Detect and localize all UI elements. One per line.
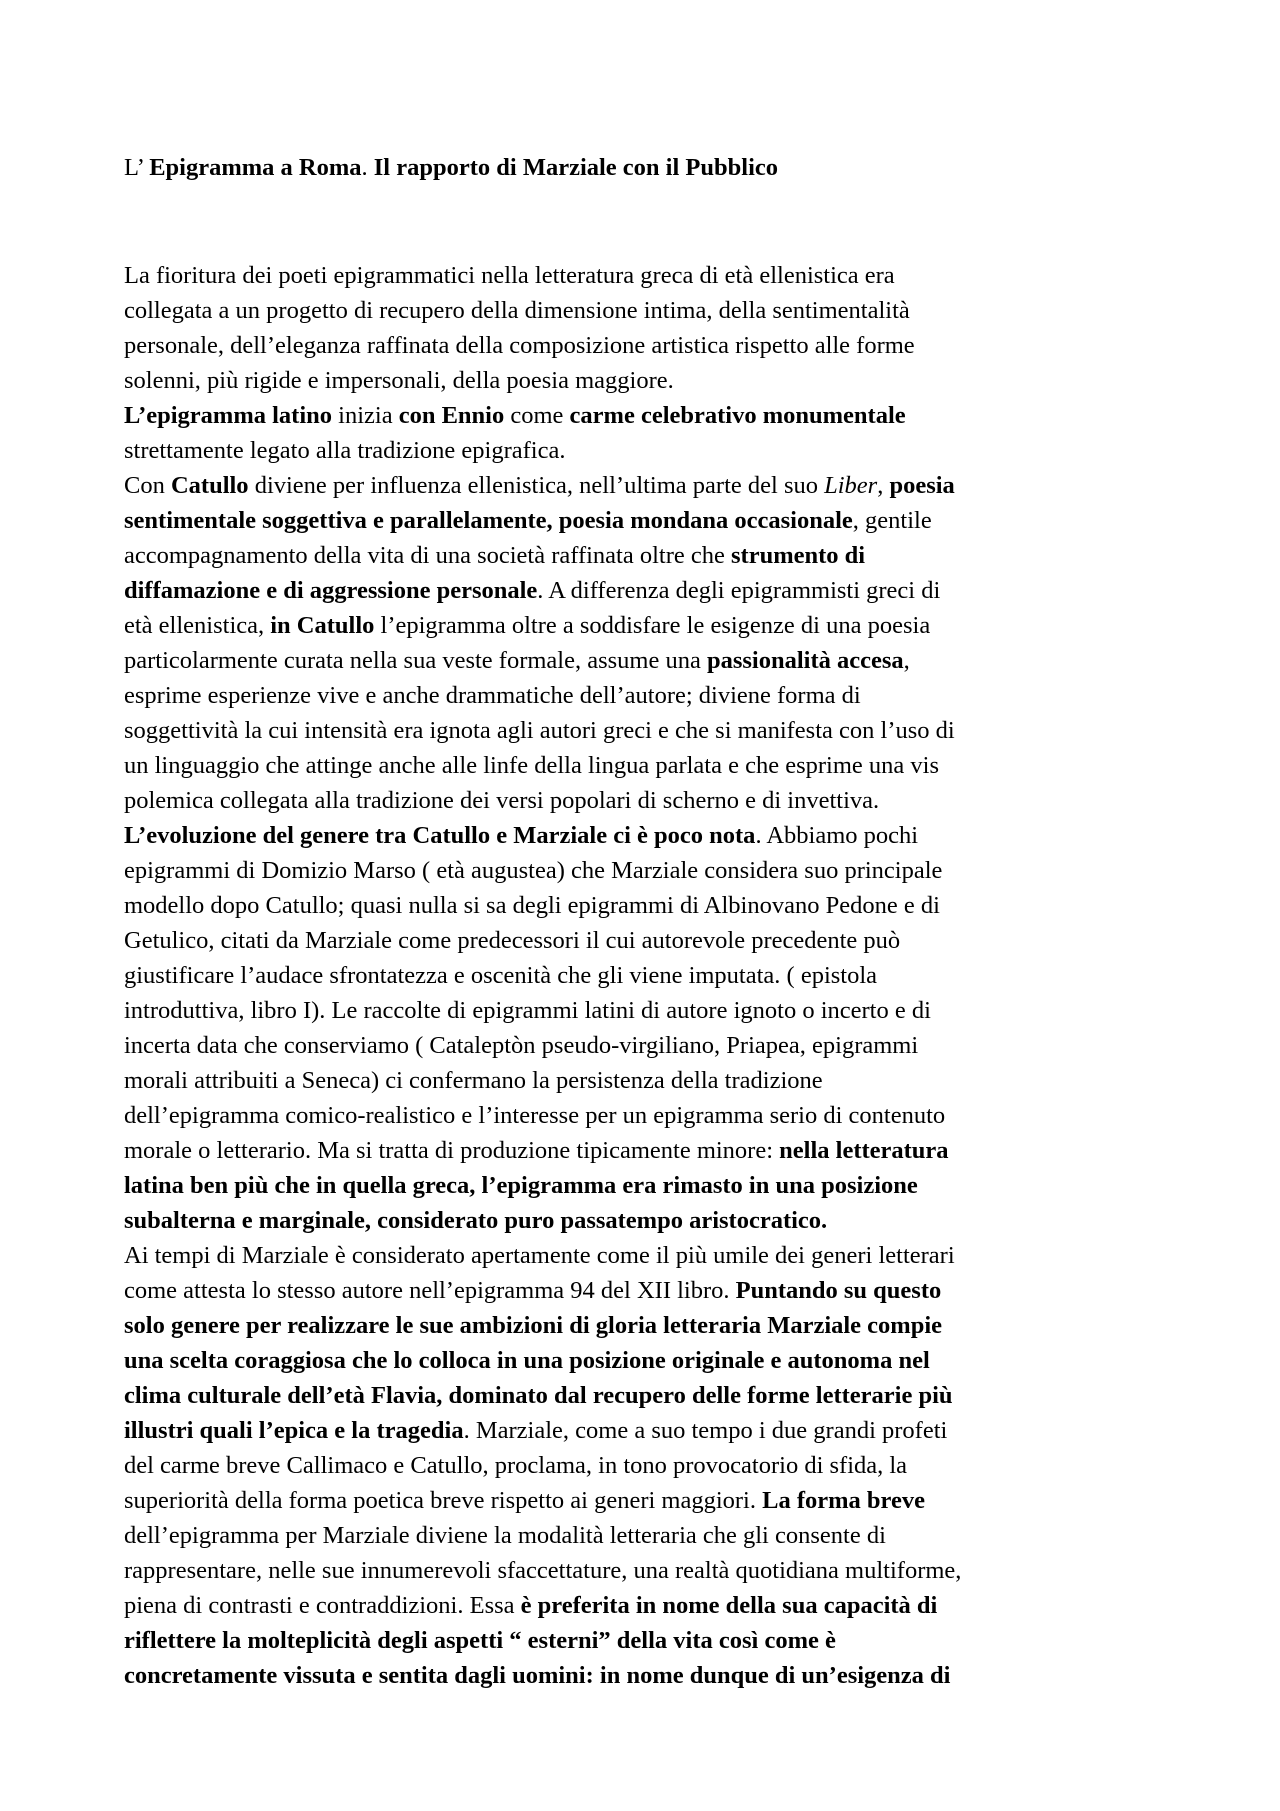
text-line <box>124 1308 961 1343</box>
bold-text-run: Catullo <box>170 472 249 499</box>
text-line <box>124 468 961 503</box>
text-run: giustificare l’audace sfrontatezza e oscenità che gli viene imputata. ( epistola <box>124 962 878 989</box>
document-title <box>124 154 778 182</box>
text-run: piena di contrasti e contraddizioni. Essa <box>124 1592 521 1619</box>
text-run: incerta data che conserviamo ( Cataleptòn pseudo-virgiliano, Priapea, epigrammi <box>124 1032 919 1059</box>
text-line <box>124 1448 961 1483</box>
text-line <box>124 1518 961 1553</box>
bold-text-run: Il rapporto di Marziale con il Pubblico <box>373 154 779 181</box>
text-line <box>124 503 961 538</box>
text-line <box>124 608 961 643</box>
bold-text-run: Puntando su questo <box>735 1277 942 1304</box>
bold-text-run: La forma breve <box>762 1487 925 1514</box>
text-line <box>124 1483 961 1518</box>
bold-text-run: nella letteratura <box>779 1137 949 1164</box>
text-run: come attesta lo stesso autore nell’epigramma 94 del XII libro. <box>124 1277 736 1304</box>
text-run: personale, dell’eleganza raffinata della composizione artistica rispetto alle forme <box>124 332 915 359</box>
text-run: Getulico, citati da Marziale come predecessori il cui autorevole precedente può <box>124 927 901 954</box>
bold-text-run: strumento di <box>731 542 866 569</box>
text-line <box>124 643 961 678</box>
text-run: soggettività la cui intensità era ignota agli autori greci e che si manifesta con l’uso di <box>124 717 955 744</box>
text-run: diviene per influenza ellenistica, nell’ultima parte del suo <box>248 472 825 499</box>
text-run: modello dopo Catullo; quasi nulla si sa degli epigrammi di Albinovano Pedone e di <box>124 892 940 919</box>
text-line <box>124 1343 961 1378</box>
text-run: morali attribuiti a Seneca) ci confermano la persistenza della tradizione <box>124 1067 823 1094</box>
text-line <box>124 678 961 713</box>
text-run: . Abbiamo pochi <box>755 822 919 849</box>
bold-text-run: L’epigramma latino <box>124 402 333 429</box>
bold-text-run: riflettere la molteplicità degli aspetti “ esterni” della vita così come è <box>124 1627 836 1654</box>
bold-text-run: latina ben più che in quella greca, l’epigramma era rimasto in una posizione <box>124 1172 918 1199</box>
document-body <box>124 258 961 1693</box>
text-line <box>124 1238 961 1273</box>
text-line <box>124 748 961 783</box>
text-line <box>124 573 961 608</box>
text-run: , <box>903 647 910 674</box>
text-run: Ai tempi di Marziale è considerato apertamente come il più umile dei generi letterari <box>124 1242 955 1269</box>
text-line <box>124 1133 961 1168</box>
bold-text-run: carme celebrativo monumentale <box>569 402 906 429</box>
text-line <box>124 923 961 958</box>
text-run: epigrammi di Domizio Marso ( età augustea) che Marziale considera suo principale <box>124 857 943 884</box>
text-run: L’ <box>124 154 150 181</box>
text-run: esprime esperienze vive e anche drammatiche dell’autore; diviene forma di <box>124 682 861 709</box>
text-run: . <box>361 154 374 181</box>
bold-text-run: diffamazione e di aggressione personale <box>124 577 538 604</box>
bold-text-run: concretamente vissuta e sentita dagli uomini: in nome dunque di un’esigenza di <box>124 1662 951 1689</box>
bold-text-run: clima culturale dell’età Flavia, dominato dal recupero delle forme letterarie più <box>124 1382 953 1409</box>
text-run: collegata a un progetto di recupero della dimensione intima, della sentimentalità <box>124 297 910 324</box>
text-line <box>124 1378 961 1413</box>
bold-text-run: in Catullo <box>270 612 375 639</box>
bold-text-run: solo genere per realizzare le sue ambizioni di gloria letteraria Marziale compie <box>124 1312 943 1339</box>
text-run: polemica collegata alla tradizione dei versi popolari di scherno e di invettiva. <box>124 787 880 814</box>
text-line <box>124 993 961 1028</box>
text-line <box>124 258 961 293</box>
text-line <box>124 398 961 433</box>
text-line <box>124 1168 961 1203</box>
text-run: un linguaggio che attinge anche alle linfe della lingua parlata e che esprime una vis <box>124 752 939 779</box>
bold-text-run: passionalità accesa <box>706 647 904 674</box>
text-line <box>124 888 961 923</box>
text-run: del carme breve Callimaco e Catullo, proclama, in tono provocatorio di sfida, la <box>124 1452 908 1479</box>
bold-text-run: subalterna e marginale, considerato puro passatempo aristocratico. <box>124 1207 828 1234</box>
text-line <box>124 538 961 573</box>
bold-text-run: con Ennio <box>398 402 505 429</box>
bold-text-run: illustri quali l’epica e la tragedia <box>124 1417 464 1444</box>
bold-text-run: sentimentale soggettiva e parallelamente, poesia mondana occasionale <box>124 507 853 534</box>
text-line <box>124 1063 961 1098</box>
bold-text-run: L’evoluzione del genere tra Catullo e Marziale ci è poco nota <box>124 822 756 849</box>
text-line <box>124 433 961 468</box>
text-run: strettamente legato alla tradizione epigrafica. <box>124 437 566 464</box>
text-line <box>124 1028 961 1063</box>
text-run: , <box>877 472 890 499</box>
text-run: dell’epigramma per Marziale diviene la modalità letteraria che gli consente di <box>124 1522 886 1549</box>
text-run: . Marziale, come a suo tempo i due grandi profeti <box>463 1417 948 1444</box>
text-line <box>124 818 961 853</box>
text-run: rappresentare, nelle sue innumerevoli sfaccettature, una realtà quotidiana multiforme, <box>124 1557 962 1584</box>
text-run: . A differenza degli epigrammisti greci di <box>537 577 941 604</box>
text-line <box>124 1203 961 1238</box>
bold-text-run: poesia <box>889 472 955 499</box>
text-line <box>124 1588 961 1623</box>
text-run: La fioritura dei poeti epigrammatici nella letteratura greca di età ellenistica era <box>124 262 895 289</box>
text-run: dell’epigramma comico-realistico e l’interesse per un epigramma serio di contenuto <box>124 1102 946 1129</box>
text-run: , gentile <box>852 507 932 534</box>
text-line <box>124 958 961 993</box>
text-run: inizia <box>332 402 399 429</box>
text-line <box>124 783 961 818</box>
text-line <box>124 1553 961 1588</box>
bold-text-run: Epigramma a Roma <box>149 154 362 181</box>
text-run: superiorità della forma poetica breve rispetto ai generi maggiori. <box>124 1487 763 1514</box>
text-line <box>124 1658 961 1693</box>
italic-text-run: Liber <box>824 472 878 499</box>
text-line <box>124 363 961 398</box>
bold-text-run: è preferita in nome della sua capacità di <box>520 1592 938 1619</box>
text-line <box>124 713 961 748</box>
text-line <box>124 328 961 363</box>
text-run: particolarmente curata nella sua veste formale, assume una <box>124 647 707 674</box>
text-run: l’epigramma oltre a soddisfare le esigenze di una poesia <box>374 612 931 639</box>
text-line <box>124 293 961 328</box>
text-run: introduttiva, libro I). Le raccolte di epigrammi latini di autore ignoto o incerto e di <box>124 997 931 1024</box>
text-run: morale o letterario. Ma si tratta di produzione tipicamente minore: <box>124 1137 780 1164</box>
text-run: accompagnamento della vita di una società raffinata oltre che <box>124 542 732 569</box>
text-line <box>124 1098 961 1133</box>
text-line <box>124 1273 961 1308</box>
text-line <box>124 1413 961 1448</box>
text-run: come <box>504 402 570 429</box>
text-line <box>124 1623 961 1658</box>
bold-text-run: una scelta coraggiosa che lo colloca in una posizione originale e autonoma nel <box>124 1347 930 1374</box>
text-run: età ellenistica, <box>124 612 271 639</box>
text-run: solenni, più rigide e impersonali, della poesia maggiore. <box>124 367 674 394</box>
text-line <box>124 853 961 888</box>
text-run: Con <box>124 472 171 499</box>
